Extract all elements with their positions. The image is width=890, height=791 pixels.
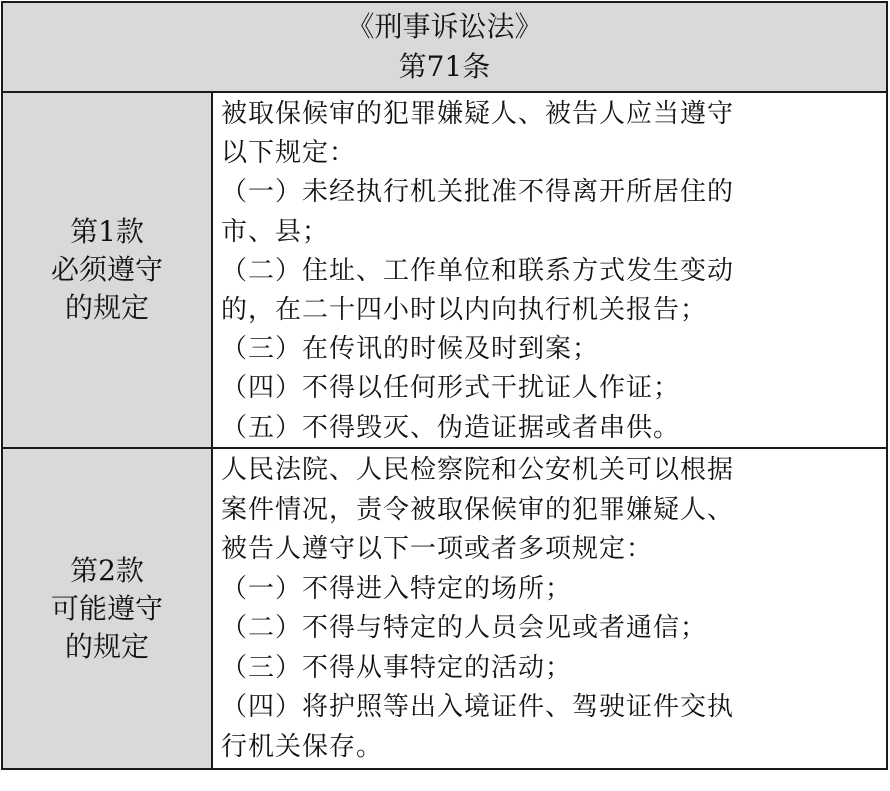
law-title: 《刑事诉讼法》 [346,10,543,43]
clause-1-label [3,93,213,447]
clause-2-line: （二）不得与特定的人员会见或者通信； [221,613,708,643]
clause-2-number: 第2款 [70,553,144,587]
law-table [1,1,888,770]
clause-1-number: 第1款 [70,215,144,248]
clause-2-content [213,449,886,768]
table-header [3,3,886,93]
clause-1-line: 以下规定： [221,138,357,169]
clause-2-type: 可能遵守 [50,591,163,625]
clause-1-line: 被取保候审的犯罪嫌疑人、被告人应当遵守 [221,99,735,129]
clause-1-line: 的，在二十四小时以内向执行机关报告； [221,295,708,326]
clause-1-content [213,93,886,447]
clause-2-line: （四）将护照等出入境证件、驾驶证件交执 [221,692,735,722]
table-row-clause-1 [3,93,886,449]
clause-2-line: 被告人遵守以下一项或者多项规定： [221,534,654,564]
clause-2-line: （三）不得从事特定的活动； [221,652,573,683]
clause-1-line: （三）在传讯的时候及时到案； [221,334,600,365]
clause-2-label [3,449,213,768]
clause-2-line: 案件情况，责令被取保候审的犯罪嫌疑人、 [221,494,735,525]
clause-1-line: （五）不得毁灭、伪造证据或者串供。 [221,412,681,443]
clause-2-line: （一）不得进入特定的场所； [221,573,573,604]
clause-2-type-suffix: 的规定 [64,629,149,663]
clause-1-line: （二）住址、工作单位和联系方式发生变动 [221,255,735,286]
clause-1-line: （一）未经执行机关批准不得离开所居住的 [221,177,735,208]
clause-1-type-suffix: 的规定 [64,291,149,324]
article-number: 第71条 [398,50,491,83]
clause-1-type: 必须遵守 [50,253,163,286]
clause-2-line: 行机关保存。 [221,731,384,762]
clause-1-line: 市、县； [221,216,330,247]
table-row-clause-2 [3,449,886,768]
clause-1-line: （四）不得以任何形式干扰证人作证； [221,373,681,404]
clause-2-line: 人民法院、人民检察院和公安机关可以根据 [221,455,735,485]
